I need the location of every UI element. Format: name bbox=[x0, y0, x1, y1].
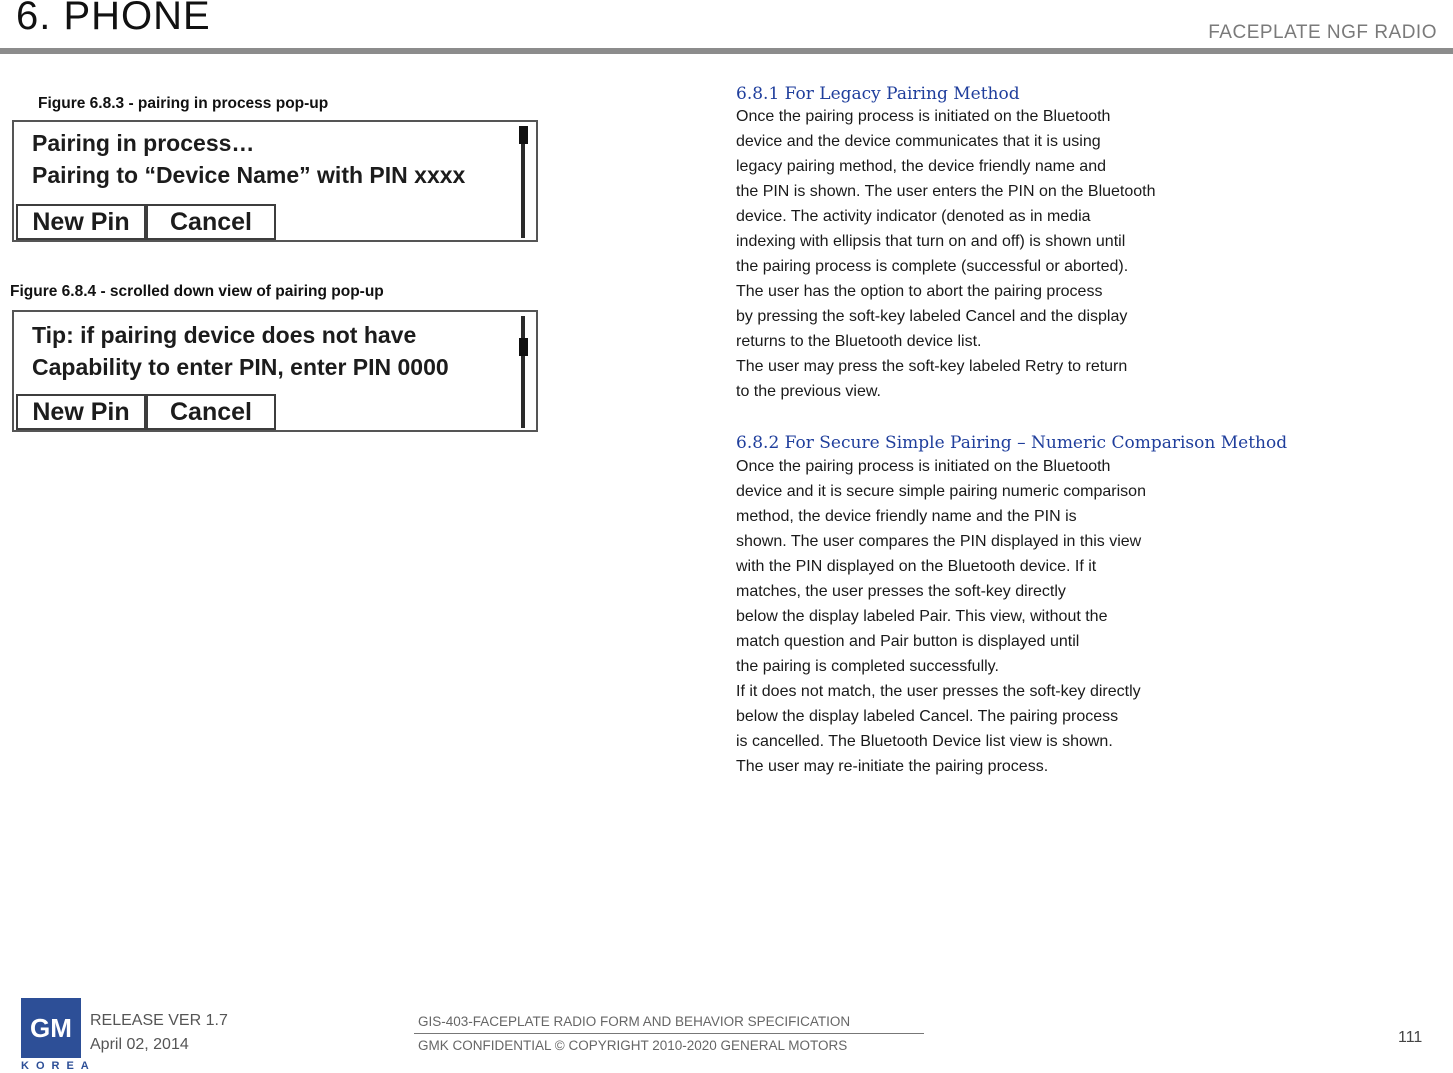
footer-divider bbox=[414, 1033, 924, 1034]
paragraph-line: with the PIN displayed on the Bluetooth device. If it bbox=[736, 558, 1097, 575]
paragraph-line: The user has the option to abort the pairing process bbox=[736, 283, 1103, 300]
paragraph-line: legacy pairing method, the device friendly name and bbox=[736, 158, 1106, 175]
paragraph-line: the PIN is shown. The user enters the PIN on the Bluetooth bbox=[736, 183, 1156, 200]
pairing-popup-scrolled bbox=[12, 310, 538, 432]
scrollbar-thumb[interactable] bbox=[519, 126, 528, 144]
scrollbar-thumb[interactable] bbox=[519, 338, 528, 356]
paragraph-line: shown. The user compares the PIN displayed in this view bbox=[736, 533, 1142, 550]
release-version: RELEASE VER 1.7 bbox=[90, 1012, 228, 1029]
paragraph-line: indexing with ellipsis that turn on and off) is shown until bbox=[736, 233, 1126, 250]
paragraph-line: returns to the Bluetooth device list. bbox=[736, 333, 982, 350]
paragraph-line: device. The activity indicator (denoted as in media bbox=[736, 208, 1091, 225]
paragraph-line: The user may press the soft-key labeled Retry to return bbox=[736, 358, 1128, 375]
paragraph-line: to the previous view. bbox=[736, 383, 881, 400]
figure-caption: Figure 6.8.3 - pairing in process pop-up bbox=[38, 95, 329, 112]
page-number: 111 bbox=[1398, 1029, 1423, 1046]
section-heading: 6.8.2 For Secure Simple Pairing – Numeric Comparison Method bbox=[736, 433, 1288, 453]
new-pin-button[interactable]: New Pin bbox=[16, 394, 146, 430]
paragraph-line: Once the pairing process is initiated on the Bluetooth bbox=[736, 108, 1111, 125]
paragraph-line: the pairing is completed successfully. bbox=[736, 658, 999, 675]
figure-caption: Figure 6.8.4 - scrolled down view of pairing pop-up bbox=[10, 283, 384, 300]
paragraph-line: below the display labeled Pair. This view, without the bbox=[736, 608, 1108, 625]
header-divider bbox=[0, 48, 1453, 54]
paragraph-line: the pairing process is complete (successful or aborted). bbox=[736, 258, 1129, 275]
popup-line: Pairing in process… bbox=[32, 130, 255, 156]
release-date: April 02, 2014 bbox=[90, 1036, 189, 1053]
confidential-notice: GMK CONFIDENTIAL © COPYRIGHT 2010-2020 GENERAL MOTORS bbox=[418, 1038, 848, 1053]
pairing-popup bbox=[12, 120, 538, 242]
paragraph-line: matches, the user presses the soft-key directly bbox=[736, 583, 1066, 600]
paragraph-line: Once the pairing process is initiated on the Bluetooth bbox=[736, 458, 1111, 475]
paragraph-line: match question and Pair button is displayed until bbox=[736, 633, 1080, 650]
gm-logo-subtext: KOREA bbox=[21, 1060, 96, 1072]
spec-title: GIS-403-FACEPLATE RADIO FORM AND BEHAVIOR SPECIFICATION bbox=[418, 1014, 851, 1029]
paragraph-line: The user may re-initiate the pairing process. bbox=[736, 758, 1049, 775]
popup-line: Capability to enter PIN, enter PIN 0000 bbox=[32, 354, 449, 380]
paragraph-line: is cancelled. The Bluetooth Device list view is shown. bbox=[736, 733, 1113, 750]
popup-line: Pairing to “Device Name” with PIN xxxx bbox=[32, 162, 466, 188]
popup-line: Tip: if pairing device does not have bbox=[32, 322, 417, 348]
paragraph-line: method, the device friendly name and the PIN is bbox=[736, 508, 1077, 525]
section-heading: 6.8.1 For Legacy Pairing Method bbox=[736, 84, 1020, 104]
scrollbar[interactable] bbox=[521, 316, 525, 428]
scrollbar[interactable] bbox=[521, 126, 525, 238]
section-paragraph bbox=[736, 454, 1146, 779]
cancel-button[interactable]: Cancel bbox=[146, 204, 276, 240]
new-pin-button[interactable]: New Pin bbox=[16, 204, 146, 240]
paragraph-line: If it does not match, the user presses the soft-key directly bbox=[736, 683, 1141, 700]
gm-logo: GM bbox=[21, 998, 81, 1058]
paragraph-line: device and it is secure simple pairing numeric comparison bbox=[736, 483, 1146, 500]
document-title: FACEPLATE NGF RADIO bbox=[1208, 22, 1437, 43]
paragraph-line: below the display labeled Cancel. The pairing process bbox=[736, 708, 1119, 725]
cancel-button[interactable]: Cancel bbox=[146, 394, 276, 430]
page-title: 6. PHONE bbox=[16, 0, 211, 38]
paragraph-line: device and the device communicates that it is using bbox=[736, 133, 1101, 150]
section-paragraph bbox=[736, 104, 1156, 404]
paragraph-line: by pressing the soft-key labeled Cancel and the display bbox=[736, 308, 1128, 325]
